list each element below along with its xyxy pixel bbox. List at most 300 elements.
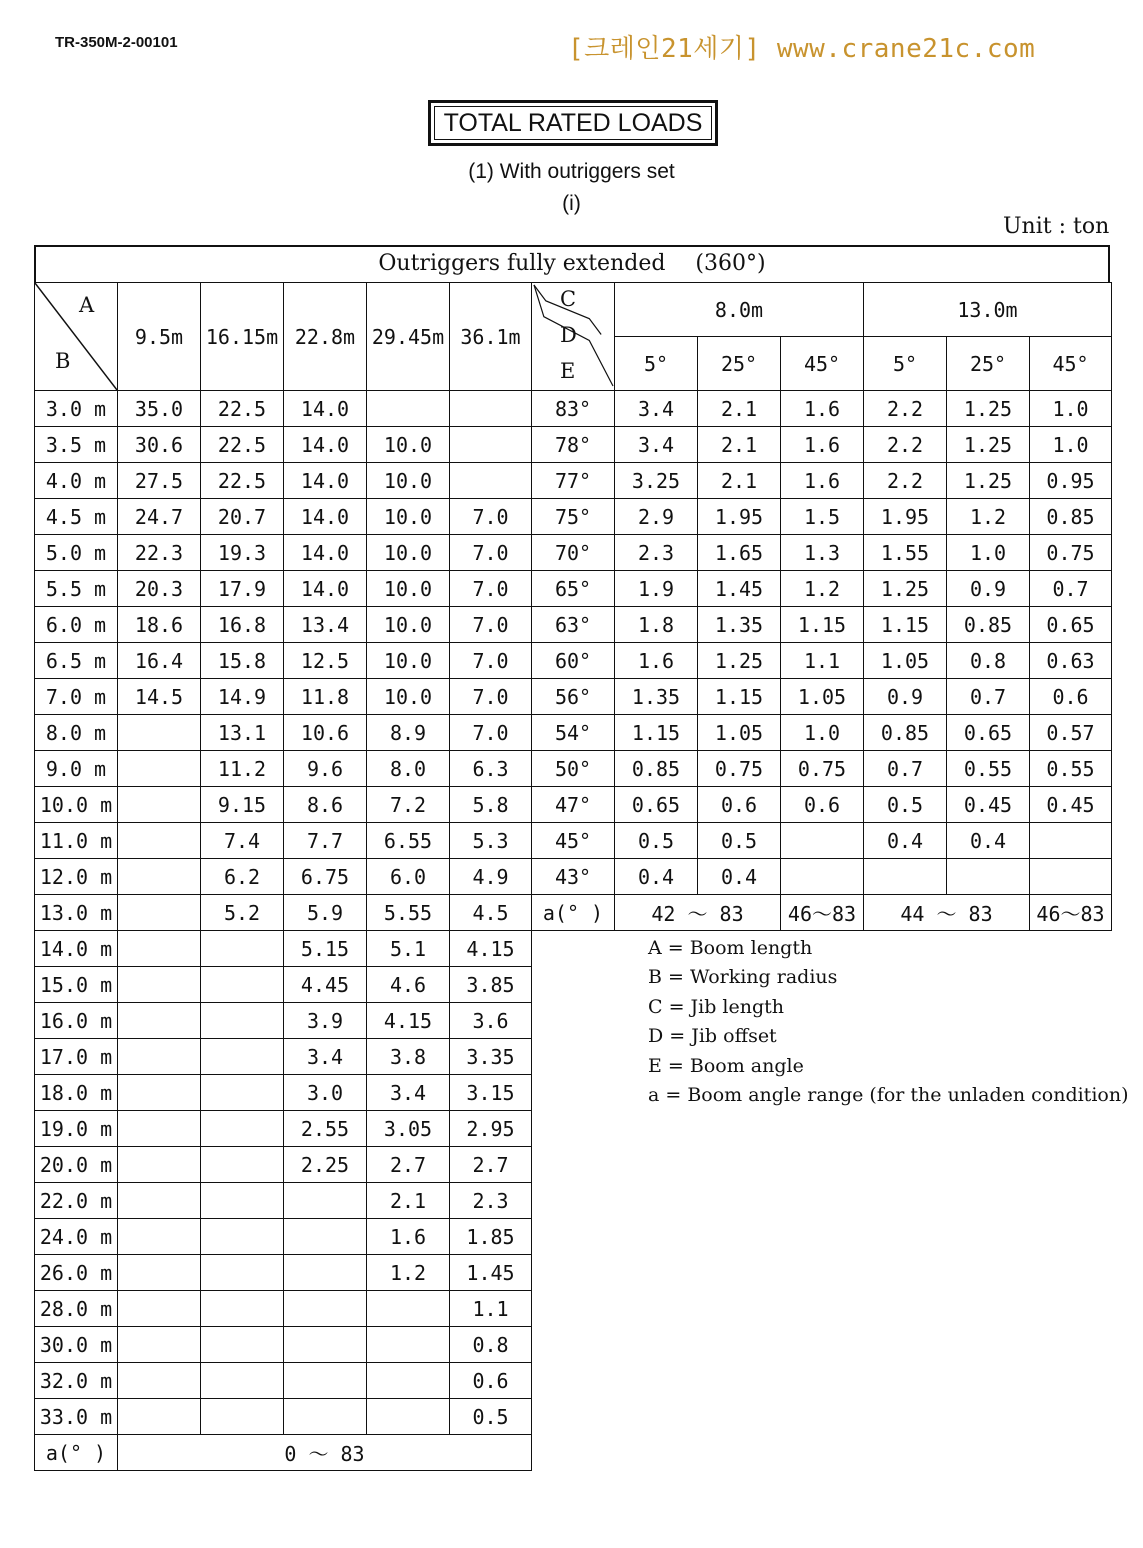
load-cell: 6.3 bbox=[450, 751, 532, 787]
load-cell: 10.0 bbox=[367, 679, 450, 715]
boom-angle-cell: 78° bbox=[532, 427, 615, 463]
jib-load-cell: 2.2 bbox=[864, 427, 947, 463]
load-cell bbox=[367, 1363, 450, 1399]
table-row bbox=[35, 1003, 532, 1039]
jib-load-cell: 0.63 bbox=[1030, 643, 1112, 679]
radius-cell: 24.0 m bbox=[35, 1219, 118, 1255]
radius-cell: 7.0 m bbox=[35, 679, 118, 715]
jib-load-cell: 0.85 bbox=[864, 715, 947, 751]
boom-angle-cell: 43° bbox=[532, 859, 615, 895]
table-row bbox=[35, 751, 532, 787]
table-row bbox=[35, 535, 532, 571]
load-cell: 2.7 bbox=[450, 1147, 532, 1183]
load-cell: 14.0 bbox=[284, 571, 367, 607]
boom-angle-cell: 63° bbox=[532, 607, 615, 643]
jib-load-cell: 2.1 bbox=[698, 427, 781, 463]
load-cell: 10.0 bbox=[367, 463, 450, 499]
legend-item: B = Working radius bbox=[648, 966, 838, 989]
jib-load-cell: 1.0 bbox=[947, 535, 1030, 571]
load-cell bbox=[201, 1399, 284, 1435]
jib-load-cell: 1.6 bbox=[781, 463, 864, 499]
jib-offset-header: 5° bbox=[615, 337, 698, 391]
header-label-c: C bbox=[560, 287, 577, 311]
load-cell: 14.5 bbox=[118, 679, 201, 715]
load-cell: 6.2 bbox=[201, 859, 284, 895]
load-cell: 14.0 bbox=[284, 463, 367, 499]
load-cell: 11.2 bbox=[201, 751, 284, 787]
table-row bbox=[35, 895, 532, 931]
jib-load-cell bbox=[1030, 823, 1112, 859]
load-cell: 22.5 bbox=[201, 427, 284, 463]
load-cell: 7.0 bbox=[450, 499, 532, 535]
load-cell: 2.7 bbox=[367, 1147, 450, 1183]
subtitle: (1) With outriggers set bbox=[468, 160, 675, 183]
boom-length-header: 22.8m bbox=[284, 283, 367, 391]
load-cell bbox=[118, 1219, 201, 1255]
load-cell: 5.2 bbox=[201, 895, 284, 931]
jib-load-cell bbox=[1030, 859, 1112, 895]
load-cell: 19.3 bbox=[201, 535, 284, 571]
jib-load-cell: 1.25 bbox=[698, 643, 781, 679]
radius-cell: 19.0 m bbox=[35, 1111, 118, 1147]
radius-cell: 6.5 m bbox=[35, 643, 118, 679]
jib-load-cell: 1.0 bbox=[781, 715, 864, 751]
legend-item: D = Jib offset bbox=[648, 1025, 777, 1048]
load-cell: 0.6 bbox=[450, 1363, 532, 1399]
load-cell: 2.95 bbox=[450, 1111, 532, 1147]
radius-cell: 10.0 m bbox=[35, 787, 118, 823]
load-cell: 1.2 bbox=[367, 1255, 450, 1291]
jib-load-cell: 0.55 bbox=[1030, 751, 1112, 787]
load-cell: 0.5 bbox=[450, 1399, 532, 1435]
load-cell bbox=[118, 1327, 201, 1363]
watermark-text: [크레인21세기] www.crane21c.com bbox=[568, 34, 1036, 64]
load-cell: 30.6 bbox=[118, 427, 201, 463]
jib-load-cell: 0.75 bbox=[781, 751, 864, 787]
load-cell bbox=[201, 967, 284, 1003]
radius-cell: 4.0 m bbox=[35, 463, 118, 499]
table-row bbox=[35, 787, 532, 823]
radius-cell: 26.0 m bbox=[35, 1255, 118, 1291]
jib-load-cell: 2.2 bbox=[864, 391, 947, 427]
load-cell: 10.0 bbox=[367, 427, 450, 463]
jib-offset-header: 45° bbox=[1030, 337, 1112, 391]
load-cell bbox=[367, 391, 450, 427]
load-cell: 17.9 bbox=[201, 571, 284, 607]
table-row bbox=[532, 643, 1112, 679]
load-cell: 10.0 bbox=[367, 535, 450, 571]
load-cell: 5.8 bbox=[450, 787, 532, 823]
jib-load-cell: 0.4 bbox=[615, 859, 698, 895]
jib-load-cell: 3.25 bbox=[615, 463, 698, 499]
load-cell bbox=[118, 895, 201, 931]
jib-load-cell: 1.8 bbox=[615, 607, 698, 643]
jib-load-cell: 0.7 bbox=[864, 751, 947, 787]
jib-load-cell: 0.5 bbox=[615, 823, 698, 859]
jib-load-table-body bbox=[532, 283, 1112, 931]
load-cell: 11.8 bbox=[284, 679, 367, 715]
table-row bbox=[35, 1327, 532, 1363]
jib-load-cell: 0.8 bbox=[947, 643, 1030, 679]
jib-load-cell: 0.4 bbox=[864, 823, 947, 859]
table-row bbox=[35, 571, 532, 607]
boom-angle-cell: 45° bbox=[532, 823, 615, 859]
radius-cell: 28.0 m bbox=[35, 1291, 118, 1327]
table-row bbox=[35, 859, 532, 895]
load-cell: 2.3 bbox=[450, 1183, 532, 1219]
jib-load-cell: 1.25 bbox=[864, 571, 947, 607]
load-cell: 3.4 bbox=[284, 1039, 367, 1075]
range-label: a(° ) bbox=[35, 1435, 118, 1471]
table-row bbox=[532, 499, 1112, 535]
load-cell bbox=[201, 1111, 284, 1147]
jib-load-cell: 1.6 bbox=[781, 427, 864, 463]
load-cell bbox=[118, 1255, 201, 1291]
jib-load-cell bbox=[864, 859, 947, 895]
boom-angle-cell: 65° bbox=[532, 571, 615, 607]
jib-load-cell: 1.55 bbox=[864, 535, 947, 571]
load-cell bbox=[450, 391, 532, 427]
boom-angle-cell: 56° bbox=[532, 679, 615, 715]
load-cell: 10.6 bbox=[284, 715, 367, 751]
jib-load-cell: 0.85 bbox=[947, 607, 1030, 643]
load-cell: 9.6 bbox=[284, 751, 367, 787]
load-cell bbox=[118, 1183, 201, 1219]
table-row bbox=[35, 1291, 532, 1327]
range-value: 44 ～ 83 bbox=[864, 895, 1030, 931]
jib-load-cell: 1.25 bbox=[947, 463, 1030, 499]
load-cell: 3.6 bbox=[450, 1003, 532, 1039]
table-row bbox=[35, 823, 532, 859]
jib-load-cell: 1.05 bbox=[781, 679, 864, 715]
load-cell: 4.15 bbox=[450, 931, 532, 967]
jib-length-header: 8.0m bbox=[615, 283, 864, 337]
load-cell: 5.3 bbox=[450, 823, 532, 859]
load-cell: 8.0 bbox=[367, 751, 450, 787]
jib-load-cell: 1.25 bbox=[947, 427, 1030, 463]
table-row bbox=[35, 1255, 532, 1291]
boom-angle-cell: 75° bbox=[532, 499, 615, 535]
jib-load-cell bbox=[781, 823, 864, 859]
legend-item: a = Boom angle range (for the unladen condition) bbox=[648, 1084, 1129, 1107]
boom-angle-cell: 77° bbox=[532, 463, 615, 499]
jib-load-table bbox=[531, 282, 1112, 931]
jib-load-cell: 1.0 bbox=[1030, 427, 1112, 463]
boom-angle-cell: 47° bbox=[532, 787, 615, 823]
load-cell bbox=[118, 1147, 201, 1183]
load-cell: 1.45 bbox=[450, 1255, 532, 1291]
jib-load-cell: 1.6 bbox=[781, 391, 864, 427]
jib-load-cell: 0.6 bbox=[698, 787, 781, 823]
boom-load-table-body bbox=[35, 283, 532, 1471]
jib-load-cell: 0.55 bbox=[947, 751, 1030, 787]
range-value: 46～83 bbox=[781, 895, 864, 931]
load-cell: 8.9 bbox=[367, 715, 450, 751]
load-cell: 10.0 bbox=[367, 499, 450, 535]
load-cell: 4.15 bbox=[367, 1003, 450, 1039]
jib-load-cell: 0.9 bbox=[864, 679, 947, 715]
load-cell: 2.55 bbox=[284, 1111, 367, 1147]
load-cell: 14.0 bbox=[284, 499, 367, 535]
load-cell: 3.9 bbox=[284, 1003, 367, 1039]
boom-angle-cell: 83° bbox=[532, 391, 615, 427]
jib-load-cell: 1.6 bbox=[615, 643, 698, 679]
load-cell: 20.7 bbox=[201, 499, 284, 535]
load-cell: 3.15 bbox=[450, 1075, 532, 1111]
load-cell: 13.1 bbox=[201, 715, 284, 751]
radius-cell: 3.5 m bbox=[35, 427, 118, 463]
legend-item: E = Boom angle bbox=[648, 1054, 804, 1077]
boom-length-header: 36.1m bbox=[450, 283, 532, 391]
table-row bbox=[532, 463, 1112, 499]
jib-offset-header: 45° bbox=[781, 337, 864, 391]
load-cell bbox=[118, 1399, 201, 1435]
jib-load-cell: 1.5 bbox=[781, 499, 864, 535]
load-cell: 7.0 bbox=[450, 679, 532, 715]
load-cell bbox=[118, 1291, 201, 1327]
table-row bbox=[532, 715, 1112, 751]
load-cell bbox=[118, 1039, 201, 1075]
radius-cell: 22.0 m bbox=[35, 1183, 118, 1219]
table-row bbox=[35, 1039, 532, 1075]
header-c-d-e bbox=[532, 283, 615, 391]
jib-load-cell: 1.15 bbox=[698, 679, 781, 715]
load-cell: 16.8 bbox=[201, 607, 284, 643]
load-cell: 4.9 bbox=[450, 859, 532, 895]
range-label: a(° ) bbox=[532, 895, 615, 931]
load-cell bbox=[201, 1003, 284, 1039]
load-cell: 10.0 bbox=[367, 571, 450, 607]
table-row bbox=[35, 1399, 532, 1435]
load-cell: 18.6 bbox=[118, 607, 201, 643]
radius-cell: 6.0 m bbox=[35, 607, 118, 643]
range-value: 42 ～ 83 bbox=[615, 895, 781, 931]
table-row bbox=[35, 607, 532, 643]
boom-length-header: 16.15m bbox=[201, 283, 284, 391]
table-row bbox=[35, 1183, 532, 1219]
document-code: TR-350M-2-00101 bbox=[55, 34, 178, 51]
boom-length-header: 29.45m bbox=[367, 283, 450, 391]
jib-load-cell: 1.35 bbox=[615, 679, 698, 715]
load-cell bbox=[284, 1291, 367, 1327]
jib-load-cell: 0.45 bbox=[947, 787, 1030, 823]
table-row bbox=[35, 391, 532, 427]
jib-length-header: 13.0m bbox=[864, 283, 1112, 337]
table-row bbox=[532, 571, 1112, 607]
load-cell bbox=[201, 1147, 284, 1183]
load-cell bbox=[201, 1255, 284, 1291]
table-row bbox=[532, 823, 1112, 859]
radius-cell: 4.5 m bbox=[35, 499, 118, 535]
radius-cell: 5.0 m bbox=[35, 535, 118, 571]
radius-cell: 3.0 m bbox=[35, 391, 118, 427]
radius-cell: 20.0 m bbox=[35, 1147, 118, 1183]
load-cell: 12.5 bbox=[284, 643, 367, 679]
jib-offset-header: 25° bbox=[947, 337, 1030, 391]
radius-cell: 13.0 m bbox=[35, 895, 118, 931]
table-row bbox=[532, 751, 1112, 787]
load-cell bbox=[118, 859, 201, 895]
load-cell bbox=[450, 463, 532, 499]
load-cell: 3.4 bbox=[367, 1075, 450, 1111]
radius-cell: 14.0 m bbox=[35, 931, 118, 967]
load-cell: 5.15 bbox=[284, 931, 367, 967]
jib-offset-header: 25° bbox=[698, 337, 781, 391]
load-cell bbox=[118, 1111, 201, 1147]
range-row bbox=[35, 1435, 532, 1471]
legend-item: A = Boom length bbox=[648, 937, 813, 959]
radius-cell: 15.0 m bbox=[35, 967, 118, 1003]
radius-cell: 30.0 m bbox=[35, 1327, 118, 1363]
table-row bbox=[532, 535, 1112, 571]
load-cell bbox=[118, 931, 201, 967]
table-row bbox=[532, 787, 1112, 823]
radius-cell: 33.0 m bbox=[35, 1399, 118, 1435]
load-cell: 14.0 bbox=[284, 391, 367, 427]
jib-load-cell: 0.5 bbox=[864, 787, 947, 823]
load-cell: 10.0 bbox=[367, 643, 450, 679]
load-cell: 13.4 bbox=[284, 607, 367, 643]
load-cell: 1.6 bbox=[367, 1219, 450, 1255]
load-cell: 5.55 bbox=[367, 895, 450, 931]
jib-load-cell: 3.4 bbox=[615, 391, 698, 427]
load-cell: 9.15 bbox=[201, 787, 284, 823]
load-cell: 4.5 bbox=[450, 895, 532, 931]
load-cell: 1.1 bbox=[450, 1291, 532, 1327]
boom-angle-cell: 60° bbox=[532, 643, 615, 679]
table-row bbox=[35, 1147, 532, 1183]
load-cell: 7.0 bbox=[450, 715, 532, 751]
jib-load-cell: 0.5 bbox=[698, 823, 781, 859]
load-cell bbox=[284, 1399, 367, 1435]
load-cell: 15.8 bbox=[201, 643, 284, 679]
load-cell bbox=[201, 1039, 284, 1075]
load-cell: 3.8 bbox=[367, 1039, 450, 1075]
header-label-e: E bbox=[560, 359, 576, 383]
jib-load-cell: 0.65 bbox=[615, 787, 698, 823]
jib-load-cell: 0.6 bbox=[1030, 679, 1112, 715]
table-row bbox=[35, 643, 532, 679]
load-cell: 8.6 bbox=[284, 787, 367, 823]
jib-load-cell: 0.4 bbox=[947, 823, 1030, 859]
table-row bbox=[35, 931, 532, 967]
load-cell: 20.3 bbox=[118, 571, 201, 607]
load-cell: 14.0 bbox=[284, 535, 367, 571]
load-cell bbox=[201, 1075, 284, 1111]
load-cell: 2.25 bbox=[284, 1147, 367, 1183]
load-cell bbox=[284, 1327, 367, 1363]
jib-load-cell: 1.05 bbox=[864, 643, 947, 679]
load-cell: 22.5 bbox=[201, 391, 284, 427]
legend-item: C = Jib length bbox=[648, 995, 785, 1018]
load-cell: 4.45 bbox=[284, 967, 367, 1003]
boom-angle-cell: 70° bbox=[532, 535, 615, 571]
radius-cell: 11.0 m bbox=[35, 823, 118, 859]
header-label-b: B bbox=[55, 349, 71, 373]
load-cell: 5.9 bbox=[284, 895, 367, 931]
table-row bbox=[35, 499, 532, 535]
load-cell: 5.1 bbox=[367, 931, 450, 967]
page-title-text: TOTAL RATED LOADS bbox=[443, 108, 703, 137]
header-label-a: A bbox=[79, 293, 95, 317]
jib-load-cell bbox=[947, 859, 1030, 895]
jib-load-cell: 1.2 bbox=[781, 571, 864, 607]
table-row bbox=[532, 391, 1112, 427]
radius-cell: 5.5 m bbox=[35, 571, 118, 607]
jib-load-cell: 0.85 bbox=[1030, 499, 1112, 535]
radius-cell: 8.0 m bbox=[35, 715, 118, 751]
table-row bbox=[532, 427, 1112, 463]
jib-load-cell: 1.0 bbox=[1030, 391, 1112, 427]
jib-load-cell: 0.85 bbox=[615, 751, 698, 787]
load-cell: 7.7 bbox=[284, 823, 367, 859]
load-cell: 1.85 bbox=[450, 1219, 532, 1255]
load-cell bbox=[450, 427, 532, 463]
jib-load-cell: 0.4 bbox=[698, 859, 781, 895]
load-cell bbox=[118, 1003, 201, 1039]
load-cell: 2.1 bbox=[367, 1183, 450, 1219]
load-cell: 3.85 bbox=[450, 967, 532, 1003]
jib-load-cell: 0.75 bbox=[1030, 535, 1112, 571]
jib-load-cell: 2.1 bbox=[698, 463, 781, 499]
load-cell: 3.0 bbox=[284, 1075, 367, 1111]
jib-load-cell: 0.95 bbox=[1030, 463, 1112, 499]
jib-load-cell: 1.9 bbox=[615, 571, 698, 607]
load-cell bbox=[284, 1219, 367, 1255]
radius-cell: 12.0 m bbox=[35, 859, 118, 895]
radius-cell: 16.0 m bbox=[35, 1003, 118, 1039]
jib-load-cell: 0.9 bbox=[947, 571, 1030, 607]
page-title bbox=[428, 100, 718, 146]
load-cell: 22.5 bbox=[201, 463, 284, 499]
load-cell bbox=[367, 1327, 450, 1363]
jib-load-cell: 1.15 bbox=[864, 607, 947, 643]
jib-load-cell: 0.75 bbox=[698, 751, 781, 787]
table-caption bbox=[34, 245, 1110, 282]
jib-load-cell: 1.3 bbox=[781, 535, 864, 571]
jib-load-cell: 2.3 bbox=[615, 535, 698, 571]
jib-load-cell: 0.65 bbox=[947, 715, 1030, 751]
load-cell bbox=[284, 1363, 367, 1399]
jib-load-cell: 0.57 bbox=[1030, 715, 1112, 751]
jib-load-cell: 1.45 bbox=[698, 571, 781, 607]
load-cell: 6.0 bbox=[367, 859, 450, 895]
jib-offset-header: 5° bbox=[864, 337, 947, 391]
jib-load-cell: 1.95 bbox=[864, 499, 947, 535]
load-cell: 3.05 bbox=[367, 1111, 450, 1147]
radius-cell: 18.0 m bbox=[35, 1075, 118, 1111]
table-row bbox=[35, 1075, 532, 1111]
jib-load-cell bbox=[781, 859, 864, 895]
load-cell bbox=[201, 1219, 284, 1255]
jib-load-cell: 0.65 bbox=[1030, 607, 1112, 643]
header-label-d: D bbox=[560, 323, 577, 347]
load-cell: 16.4 bbox=[118, 643, 201, 679]
table-row bbox=[35, 1111, 532, 1147]
load-cell: 7.0 bbox=[450, 535, 532, 571]
load-cell bbox=[201, 931, 284, 967]
range-row bbox=[532, 895, 1112, 931]
load-cell bbox=[201, 1291, 284, 1327]
jib-load-cell: 3.4 bbox=[615, 427, 698, 463]
load-cell bbox=[284, 1183, 367, 1219]
load-cell: 35.0 bbox=[118, 391, 201, 427]
diagonal-line bbox=[35, 283, 117, 390]
jib-load-cell: 1.95 bbox=[698, 499, 781, 535]
load-cell: 7.0 bbox=[450, 571, 532, 607]
load-cell bbox=[201, 1327, 284, 1363]
table-row bbox=[35, 967, 532, 1003]
